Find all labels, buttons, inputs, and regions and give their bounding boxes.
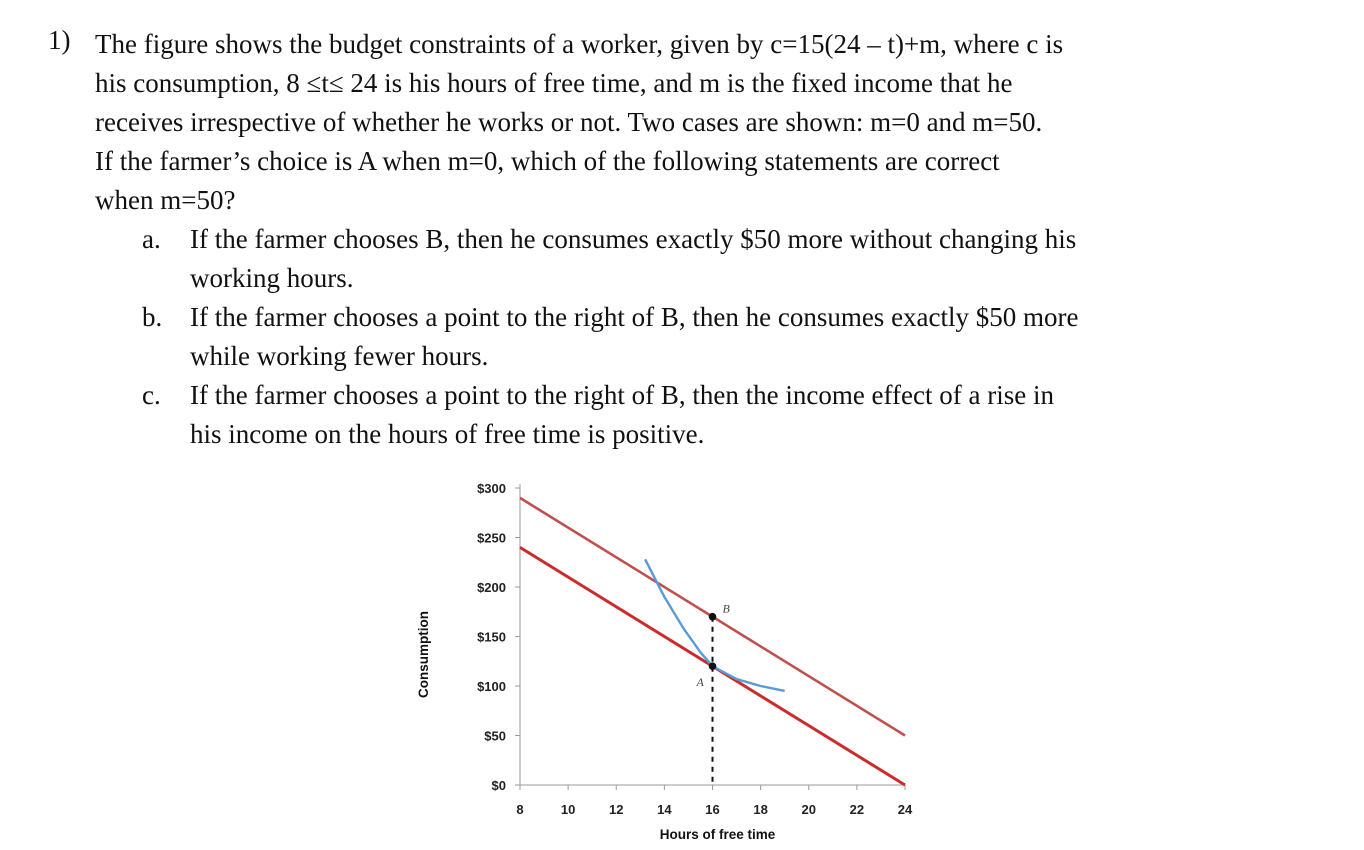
y-tick-label: $100	[477, 679, 506, 694]
option-line: working hours.	[190, 263, 354, 293]
point-label: B	[722, 601, 730, 616]
option-letter: a.	[142, 224, 161, 254]
y-tick-label: $200	[477, 580, 506, 595]
indifference-curve	[645, 559, 785, 691]
option-line: If the farmer chooses a point to the right of B, then he consumes exactly $50 more	[190, 302, 1079, 332]
point-a	[709, 662, 717, 670]
x-tick-label: 20	[801, 802, 816, 817]
option-letter: b.	[142, 302, 163, 332]
x-axis-label: Hours of free time	[659, 827, 776, 842]
point-b	[709, 613, 717, 621]
x-tick-label: 22	[849, 802, 865, 817]
option-letter: c.	[142, 380, 161, 410]
y-tick-label: $150	[477, 629, 506, 645]
question-text	[95, 25, 1275, 220]
option-line: his income on the hours of free time is positive.	[190, 419, 705, 449]
question-line: when m=50?	[95, 185, 236, 215]
option-line: while working fewer hours.	[190, 341, 489, 371]
y-tick-label: $50	[484, 728, 506, 744]
budget-constraint-chart	[400, 470, 940, 845]
option-text	[190, 376, 1054, 454]
y-tick-label: $300	[477, 481, 506, 496]
x-tick-label: 24	[897, 802, 913, 817]
point-label: A	[696, 675, 704, 690]
y-axis-label: Consumption	[416, 611, 431, 698]
option-text	[190, 220, 1076, 298]
option-line: If the farmer chooses a point to the right of B, then the income effect of a rise in	[190, 380, 1054, 410]
x-tick-label: 18	[753, 802, 768, 817]
question-number: 1)	[48, 25, 71, 55]
question-line: If the farmer’s choice is A when m=0, which of the following statements are correct	[95, 146, 1000, 176]
x-tick-label: 16	[705, 802, 720, 817]
question-line: his consumption, 8 ≤t≤ 24 is his hours of free time, and m is the fixed income that he	[95, 68, 1013, 98]
question-line: The figure shows the budget constraints of a worker, given by c=15(24 – t)+m, where c is	[95, 29, 1064, 59]
y-tick-label: $250	[477, 530, 506, 546]
option-text	[190, 298, 1079, 376]
x-tick-label: 12	[609, 802, 624, 817]
y-tick-label: $0	[491, 778, 506, 793]
question-line: receives irrespective of whether he works or not. Two cases are shown: m=0 and m=50.	[95, 107, 1043, 137]
option-line: If the farmer chooses B, then he consumes exactly $50 more without changing his	[190, 224, 1077, 254]
x-tick-label: 10	[560, 802, 576, 817]
x-tick-label: 8	[516, 802, 524, 817]
x-tick-label: 14	[657, 802, 672, 817]
